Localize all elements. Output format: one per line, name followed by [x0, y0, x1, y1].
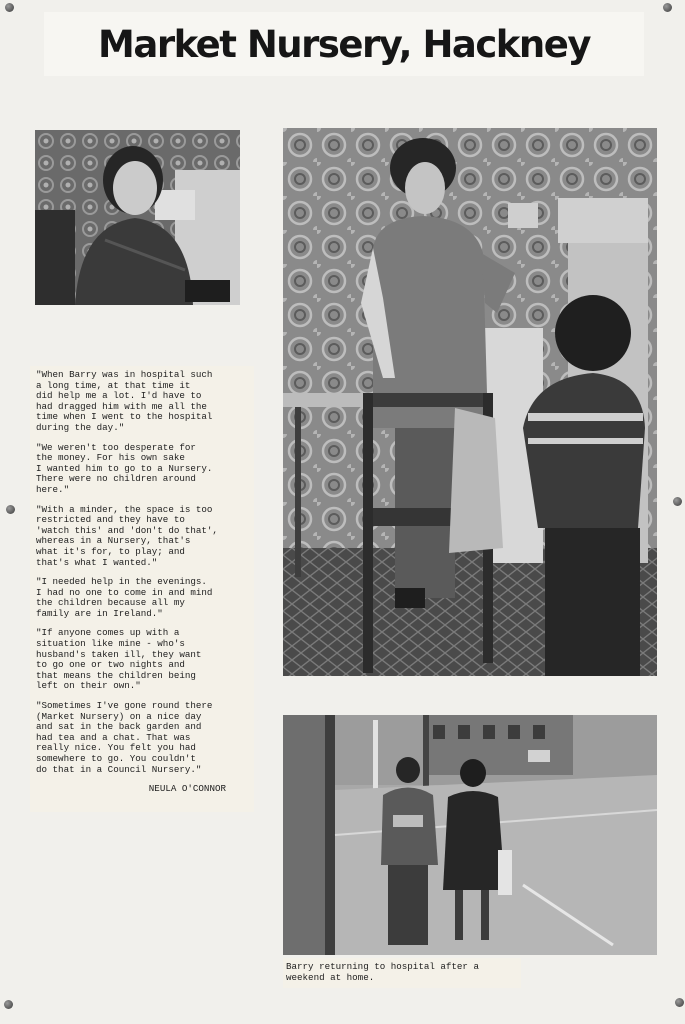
pin-top-left: [5, 3, 14, 12]
street-photo-caption: Barry returning to hospital after a weekend at home.: [283, 958, 521, 988]
quote-panel: [30, 366, 254, 812]
quote-paragraph: "Sometimes I've gone round there (Market Nursery) on a nice day and sat in the back garden and had tea and a chat. That was really nice. You felt you had somewhere to go. You couldn't do that in a Council Nursery.": [36, 700, 213, 775]
pin-mid-left: [6, 505, 15, 514]
quote-paragraph: "I needed help in the evenings. I had no one to come in and mind the children because all my family are in Ireland.": [36, 576, 213, 619]
pin-mid-right: [673, 497, 682, 506]
title-strip: [44, 12, 644, 76]
pin-bottom-left: [4, 1000, 13, 1009]
kitchen-photo: [283, 128, 657, 676]
street-photo: [283, 715, 657, 955]
quote-paragraph: "With a minder, the space is too restricted and they have to 'watch this' and 'don't do that', whereas in a Nursery, that's what it's for, to play; and that's what I wanted.": [36, 503, 218, 568]
quote-signature: NEULA O'CONNOR: [148, 783, 226, 795]
quote-paragraph: "When Barry was in hospital such a long time, at that time it did help me a lot. I'd have to had dragged him with me all the time when I went to the hospital during the day.": [36, 369, 213, 433]
pin-top-right: [663, 3, 672, 12]
quote-paragraph: "If anyone comes up with a situation like mine - who's husband's taken ill, they want to go one or two nights and that means the children being left on their own.": [36, 627, 202, 692]
page-title: Market Nursery, Hackney: [98, 22, 590, 66]
pin-bottom-right: [675, 998, 684, 1007]
quote-paragraph: "We weren't too desperate for the money. For his own sake I wanted him to go to a Nursery. There were no children around here.": [36, 441, 213, 495]
portrait-photo: [35, 130, 240, 305]
